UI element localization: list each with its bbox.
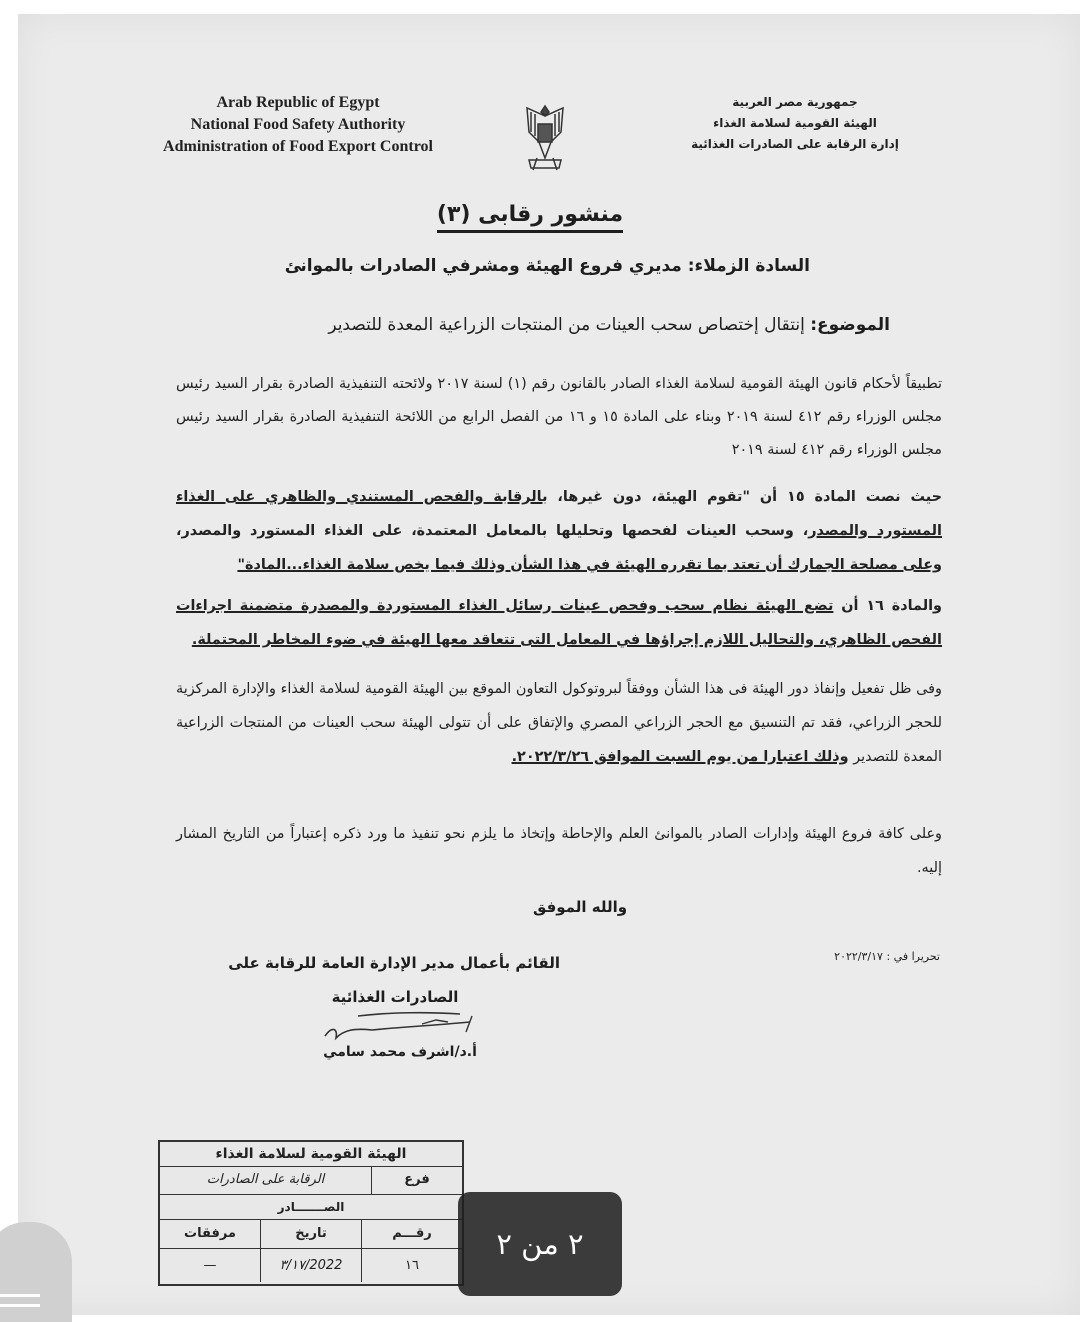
header-arabic — [660, 92, 930, 155]
stamp-branch-row — [160, 1166, 462, 1195]
eagle-emblem-icon — [523, 102, 567, 174]
stamp-number-header: رقـــم — [361, 1220, 462, 1248]
signatory-name: أ.د/اشرف محمد سامي — [323, 1044, 477, 1060]
annotation-tool-button[interactable] — [0, 1222, 72, 1322]
stamp-branch-value: الرقابة على الصادرات — [206, 1172, 325, 1187]
stamp-attachments-value: — — [203, 1258, 217, 1273]
subject-label: الموضوع: — [810, 315, 890, 335]
header-en-line-2: National Food Safety Authority — [190, 116, 406, 133]
stamp-header: الهيئة القومية لسلامة الغذاء — [160, 1142, 462, 1167]
stamp-outgoing-label: الصـــــــادر — [160, 1195, 462, 1220]
stamp-number-value: ١٦ — [361, 1249, 462, 1282]
header-ar-line-3: إدارة الرقابة على الصادرات الغذائية — [691, 137, 899, 151]
signatory-title: القائم بأعمال مدير الإدارة العامة للرقابة على الصادرات الغذائية — [228, 954, 560, 1006]
paragraph-article-15: حيث نصت المادة ١٥ أن "تقوم الهيئة، دون غيرها، بالرقابة والفحص المستندي والظاهري على الغذاء المستورد والمصدر، وسحب العينات لفحصها وتحليلها بالمعامل المعتمدة، على الغذاء المستورد والمصدر، وعلى مصلحة الجمارك أن تعتد بما تقرره الهيئة في هذا الشأن وذلك فيما يخص سلامة الغذاء...المادة" — [176, 489, 942, 573]
subject-line — [220, 315, 890, 335]
menu-lines-icon-2 — [0, 1304, 40, 1307]
stamp-values-row — [160, 1249, 462, 1282]
document-title: منشور رقابى (٣) — [350, 202, 710, 227]
stamp-date-value: 2022/٣/١٧ — [260, 1249, 361, 1282]
page-indicator: ٢ من ٢ — [458, 1192, 622, 1296]
stamp-branch-label: فرع — [371, 1166, 462, 1194]
header-english — [118, 92, 478, 158]
header-en-line-3: Administration of Food Export Control — [163, 138, 433, 155]
paragraph-legal-basis: تطبيقاً لأحكام قانون الهيئة القومية لسلامة الغذاء الصادر بالقانون رقم (١) لسنة ٢٠١٧ ولائحته التنفيذية الصادرة بقرار السيد رئيس مجلس الوزراء رقم ٤١٢ لسنة ٢٠١٩ وبناء على المادة ١٥ و ١٦ من الفصل الرابع من اللائحة التنفيذية الصادرة بقرار السيد رئيس مجلس الوزراء رقم ٤١٢ لسنة ٢٠١٩ — [176, 376, 943, 458]
header-ar-line-2: الهيئة القومية لسلامة الغذاء — [713, 116, 877, 130]
menu-lines-icon — [0, 1294, 40, 1297]
header-en-line-1: Arab Republic of Egypt — [216, 94, 380, 111]
date-written: تحريرا في : ٢٠٢٢/٣/١٧ — [834, 950, 940, 963]
paragraph-protocol: وفى ظل تفعيل وإنفاذ دور الهيئة فى هذا الشأن ووفقاً لبروتوكول التعاون الموقع بين الهيئة القومية لسلامة الغذاء والإدارة المركزية للحجر الزراعي، فقد تم التنسيق مع الحجر الزراعي المصري والإتفاق على أن تتولى الهيئة سحب العينات من المنتجات الزراعية المعدة للتصدير وذلك اعتبارا من يوم السبت الموافق ٢٠٢٢/٣/٢٦. — [176, 681, 942, 765]
handwritten-signature-icon — [320, 1010, 510, 1042]
addressee-line: السادة الزملاء: مديري فروع الهيئة ومشرفي الصادرات بالموانئ — [284, 256, 810, 276]
paragraph-article-16: والمادة ١٦ أن تضع الهيئة نظام سحب وفحص عينات رسائل الغذاء المستوردة والمصدرة متضمنة اجراءات الفحص الظاهري، والتحاليل اللازم إجراؤها في المعامل التى تتعاقد معها الهيئة في ضوء المخاطر المحتملة. — [176, 598, 942, 648]
stamp-attachments-header: مرفقات — [184, 1226, 236, 1241]
header-ar-line-1: جمهورية مصر العربية — [732, 95, 858, 109]
paragraph-instructions: وعلى كافة فروع الهيئة وإدارات الصادر بالموانئ العلم والإحاطة وإتخاذ ما يلزم نحو تنفيذ ما ورد ذكره إعتباراً من التاريخ المشار إليه. — [176, 826, 942, 876]
incoming-stamp — [158, 1140, 464, 1286]
closing-line: والله الموفق — [532, 898, 628, 916]
stamp-date-header: تاريخ — [260, 1220, 361, 1248]
subject-text: إنتقال إختصاص سحب العينات من المنتجات الزراعية المعدة للتصدير — [328, 315, 805, 335]
stamp-column-headers — [160, 1220, 462, 1249]
